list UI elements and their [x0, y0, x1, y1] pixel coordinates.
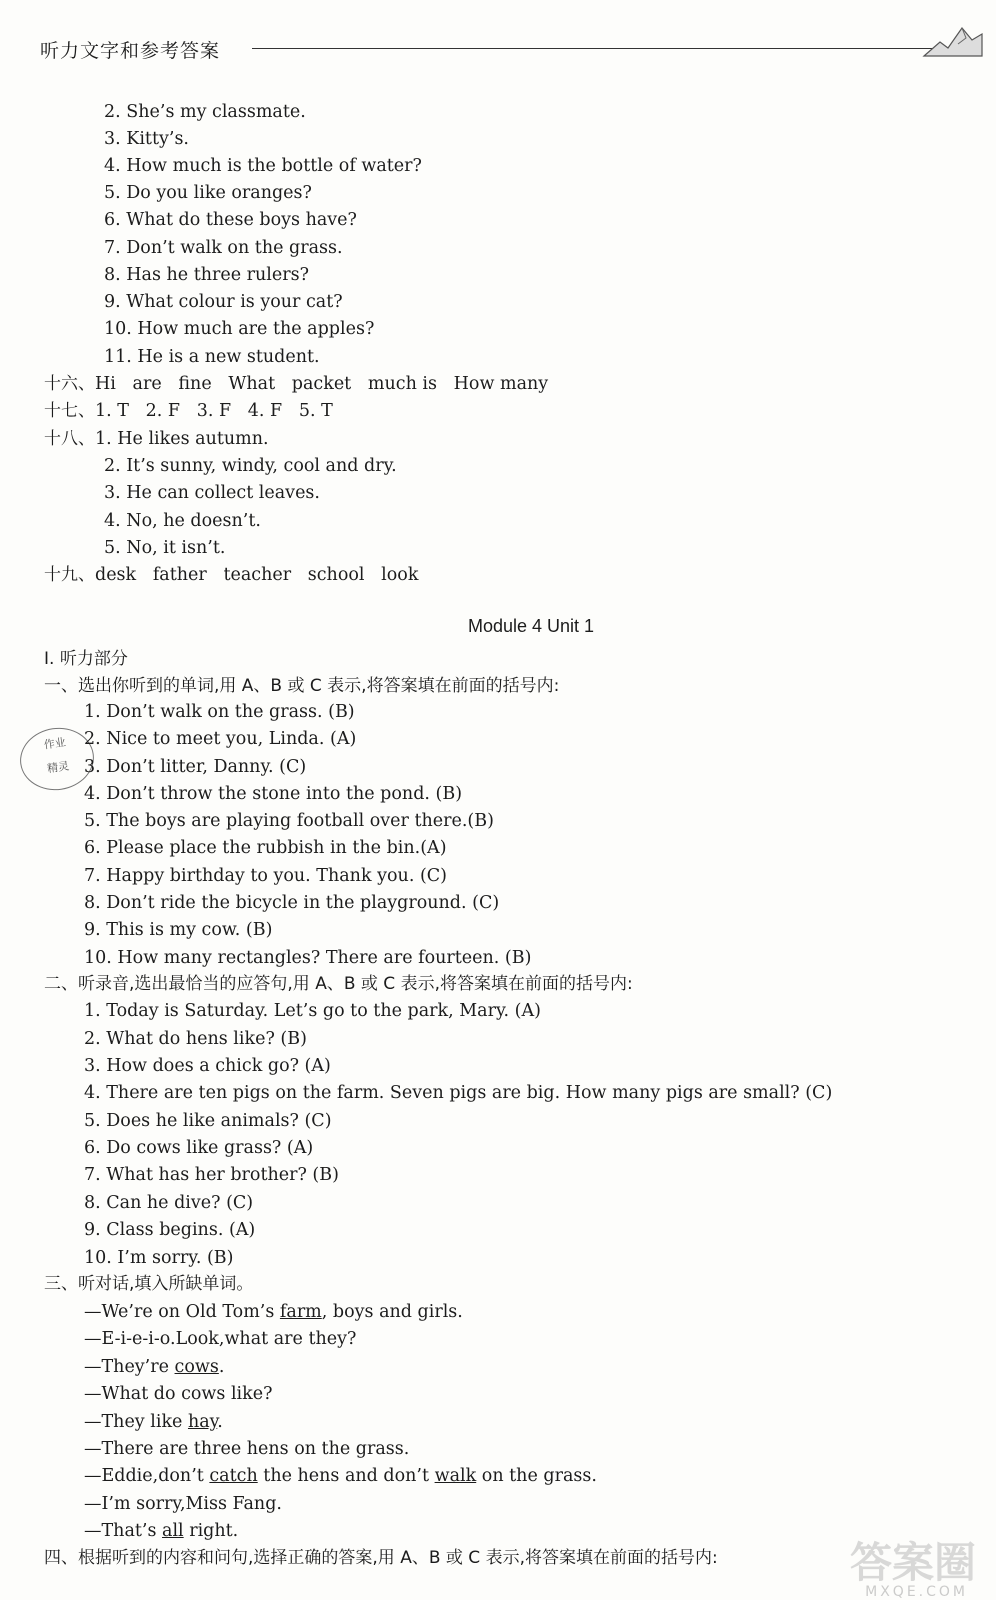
dialogue-line: —E-i-e-i-o.Look,what are they? [84, 1329, 357, 1349]
dialogue-text: right. [183, 1521, 239, 1541]
answer-line: 2. Nice to meet you, Linda. (A) [84, 729, 357, 749]
section-number: 十七、 [44, 401, 95, 421]
page-header [40, 36, 990, 66]
answer-line: 4. How much is the bottle of water? [104, 156, 422, 176]
answer-line: 6. Please place the rubbish in the bin.(A) [84, 838, 447, 858]
answer-line: 5. Does he like animals? (C) [84, 1111, 332, 1131]
dialogue-line: —What do cows like? [84, 1384, 273, 1404]
dialogue-text: . [218, 1357, 225, 1377]
question-heading: 三、听对话,填入所缺单词。 [44, 1274, 254, 1294]
stamp-text: 作业 [43, 735, 67, 752]
answer-line: 3. How does a chick go? (A) [84, 1056, 331, 1076]
answer-line: 4. Don’t throw the stone into the pond. (B) [84, 784, 463, 804]
dialogue-line [84, 1300, 463, 1324]
section-19 [44, 563, 418, 587]
answer-line: 1. Don’t walk on the grass. (B) [84, 702, 355, 722]
dialogue-text: —They’re [84, 1357, 175, 1377]
section-18 [44, 427, 269, 451]
section-text: 1. He likes autumn. [95, 429, 269, 449]
answer-line: 2. It’s sunny, windy, cool and dry. [104, 456, 397, 476]
dialogue-text: —That’s [84, 1521, 163, 1541]
section-number: 十九、 [44, 565, 95, 585]
answer-line: 10. How many rectangles? There are fourteen. (B) [84, 948, 532, 968]
dialogue-line: —I’m sorry,Miss Fang. [84, 1494, 282, 1514]
dialogue-text: . [217, 1412, 223, 1432]
section-number: 十八、 [44, 429, 95, 449]
answer-line: 7. Happy birthday to you. Thank you. (C) [84, 866, 447, 886]
answer-line: 5. Do you like oranges? [104, 183, 312, 203]
section-number: 十六、 [44, 374, 95, 394]
dialogue-text: —They like [84, 1412, 188, 1432]
blank-answer: walk [434, 1466, 477, 1486]
answer-line: 5. No, it isn’t. [104, 538, 226, 558]
mountain-logo-icon [922, 22, 984, 62]
answer-line: 4. There are ten pigs on the farm. Seven pigs are big. How many pigs are small? (C) [84, 1083, 833, 1103]
question-heading: 二、听录音,选出最恰当的应答句,用 A、B 或 C 表示,将答案填在前面的括号内: [44, 974, 633, 994]
answer-line: 6. Do cows like grass? (A) [84, 1138, 314, 1158]
answer-line: 8. Don’t ride the bicycle in the playground. (C) [84, 893, 500, 913]
blank-answer: farm [279, 1302, 322, 1322]
part-heading: Ⅰ. 听力部分 [44, 649, 128, 669]
answer-line: 2. What do hens like? (B) [84, 1029, 307, 1049]
dialogue-line: —There are three hens on the grass. [84, 1439, 410, 1459]
answer-line: 4. No, he doesn’t. [104, 511, 261, 531]
watermark: 答案圈 [849, 1538, 976, 1587]
answer-line: 11. He is a new student. [104, 347, 320, 367]
blank-answer: cows [174, 1357, 219, 1377]
dialogue-text: —Eddie,don’t [84, 1466, 210, 1486]
answer-line: 5. The boys are playing football over there.(B) [84, 811, 494, 831]
section-16 [44, 372, 548, 396]
section-text: desk father teacher school look [95, 565, 419, 585]
answer-line: 8. Can he dive? (C) [84, 1193, 254, 1213]
answer-line: 9. This is my cow. (B) [84, 920, 273, 940]
answer-line: 3. He can collect leaves. [104, 483, 320, 503]
dialogue-text: , boys and girls. [321, 1302, 463, 1322]
answer-line: 7. What has her brother? (B) [84, 1165, 339, 1185]
answer-line: 9. Class begins. (A) [84, 1220, 256, 1240]
answer-line: 3. Don’t litter, Danny. (C) [84, 757, 307, 777]
answer-line: 1. Today is Saturday. Let’s go to the park, Mary. (A) [84, 1001, 541, 1021]
stamp-text: 精灵 [46, 759, 70, 776]
dialogue-text: —We’re on Old Tom’s [84, 1302, 280, 1322]
dialogue-text: the hens and don’t [257, 1466, 435, 1486]
dialogue-text: on the grass. [476, 1466, 597, 1486]
module-title: Module 4 Unit 1 [468, 616, 595, 636]
header-rule [252, 48, 968, 49]
answer-line: 9. What colour is your cat? [104, 292, 343, 312]
answer-line: 6. What do these boys have? [104, 210, 357, 230]
blank-answer: catch [209, 1466, 258, 1486]
answer-line: 8. Has he three rulers? [104, 265, 309, 285]
dialogue-line [84, 1355, 224, 1379]
header-title: 听力文字和参考答案 [40, 40, 221, 62]
answer-line: 3. Kitty’s. [104, 129, 189, 149]
section-text: Hi are fine What packet much is How many [95, 374, 549, 394]
answer-line: 7. Don’t walk on the grass. [104, 238, 343, 258]
answer-line: 10. I’m sorry. (B) [84, 1248, 234, 1268]
watermark-url: MXQE.COM [865, 1584, 968, 1600]
blank-answer: hay [187, 1412, 218, 1432]
dialogue-line [84, 1519, 238, 1543]
answer-line: 2. She’s my classmate. [104, 102, 306, 122]
question-heading: 四、根据听到的内容和问句,选择正确的答案,用 A、B 或 C 表示,将答案填在前面的括号内: [44, 1548, 718, 1568]
dialogue-line [84, 1464, 597, 1488]
blank-answer: all [162, 1521, 184, 1541]
section-17 [44, 399, 333, 423]
dialogue-line [84, 1410, 223, 1434]
question-heading: 一、选出你听到的单词,用 A、B 或 C 表示,将答案填在前面的括号内: [44, 676, 560, 696]
answer-line: 10. How much are the apples? [104, 319, 375, 339]
section-text: 1. T 2. F 3. F 4. F 5. T [95, 401, 333, 421]
